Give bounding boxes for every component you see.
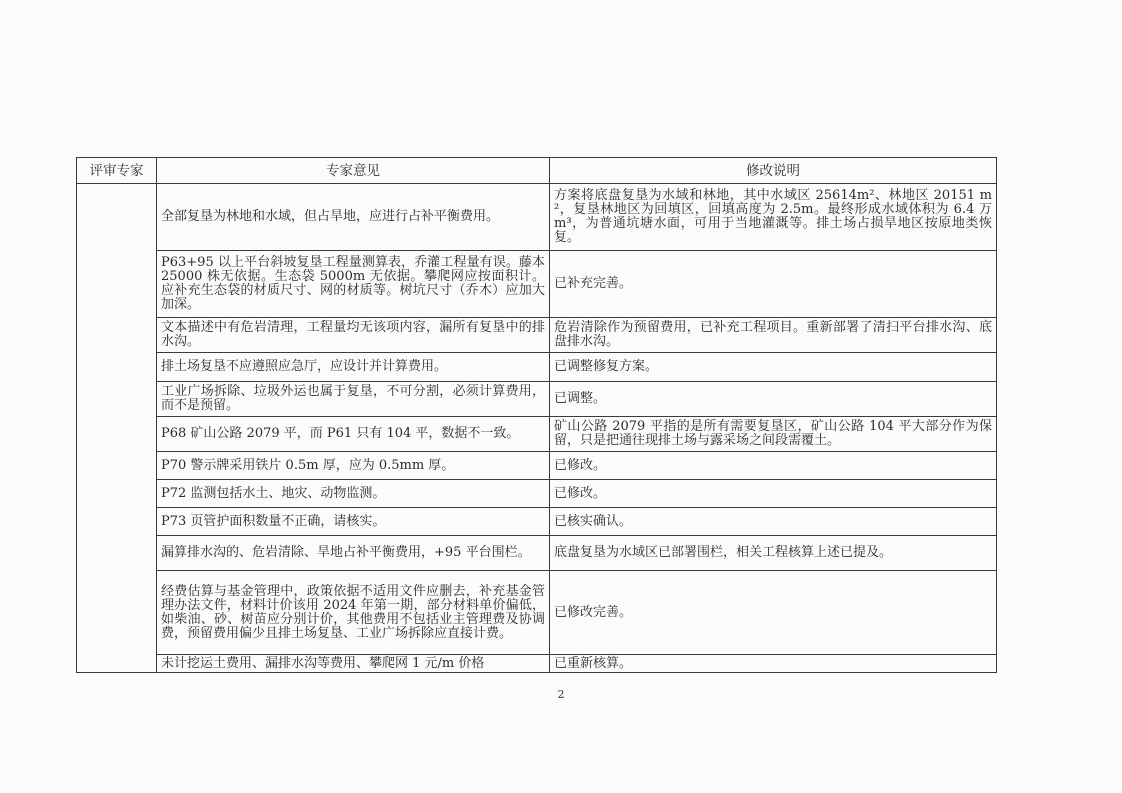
opinion-cell [157,571,550,655]
revision-text: 已调整。 [554,391,607,406]
table-row [77,571,997,655]
revision-text: 已修改。 [554,485,607,501]
expert-cell [77,184,157,673]
opinion-cell [157,382,550,417]
opinion-text: 工业广场拆除、垃圾外运也属于复垦，不可分割，必须计算费用，而不是预留。 [161,384,545,413]
table-row [77,452,997,480]
opinion-text: P68 矿山公路 2079 平，而 P61 只有 104 平，数据不一致。 [161,426,520,441]
table-row [77,655,997,673]
opinion-cell [157,480,550,508]
table-header-row [77,158,997,184]
table-row [77,382,997,417]
opinion-text: P72 监测包括水土、地灾、动物监测。 [161,485,386,501]
revision-cell [550,536,997,571]
opinion-cell [157,251,550,318]
opinion-text: 未计挖运土费用、漏排水沟等费用、攀爬网 1 元/m 价格 [161,655,485,671]
opinion-text: 全部复垦为林地和水域，但占旱地，应进行占补平衡费用。 [161,209,500,224]
opinion-cell [157,508,550,536]
page-number: 2 [557,688,565,701]
revision-text: 已重新核算。 [554,655,633,671]
revision-cell [550,251,997,318]
revision-cell [550,318,997,353]
opinion-text: 文本描述中有危岩清理，工程量均无该项内容，漏所有复垦中的排水沟。 [161,320,545,349]
revision-cell [550,184,997,251]
opinion-cell [157,417,550,452]
revision-cell [550,655,997,673]
opinion-cell [157,452,550,480]
header-revision: 修改说明 [550,158,997,184]
revision-text: 危岩清除作为预留费用，已补充工程项目。重新部署了清扫平台排水沟、底盘排水沟。 [554,320,992,349]
revision-text: 已核实确认。 [554,513,633,529]
revision-text: 已修改完善。 [554,604,633,620]
opinion-text: P73 页管护面积数量不正确，请核实。 [161,513,386,529]
header-opinion: 专家意见 [157,158,550,184]
table-row [77,184,997,251]
revision-cell [550,452,997,480]
opinion-cell [157,318,550,353]
opinion-cell [157,536,550,571]
opinion-text: 经费估算与基金管理中，政策依据不适用文件应删去，补充基金管理办法文件，材料计价该用 2024 年第一期，部分材料单价偏低，如柴油、砂、树苗应分别计价，其他费用不包括业主管理费及协调费，预留费用偏少且排土场复垦、工业广场拆除应直接计费。 [161,583,545,641]
revision-text: 矿山公路 2079 平指的是所有需要复垦区，矿山公路 104 平大部分作为保留，只是把通往现排土场与露采场之间段需覆土。 [554,419,992,448]
expert-review-table [76,157,997,673]
revision-cell [550,571,997,655]
opinion-cell [157,184,550,251]
revision-cell [550,417,997,452]
revision-cell [550,353,997,382]
table-row [77,417,997,452]
revision-text: 已调整修复方案。 [554,359,659,374]
table-row [77,318,997,353]
table-row [77,251,997,318]
table-row [77,480,997,508]
revision-cell [550,382,997,417]
opinion-text: 漏算排水沟的、危岩清除、旱地占补平衡费用，+95 平台围栏。 [161,545,531,560]
opinion-text: P63+95 以上平台斜坡复垦工程量测算表，乔灌工程量有误。藤本 25000 株无依据。生态袋 5000m 无依据。攀爬网应按面积计。应补充生态袋的材质尺寸、网的材质等。树坑尺寸（乔木）应加大加深。 [161,255,545,312]
header-expert: 评审专家 [77,158,157,184]
opinion-text: P70 警示牌采用铁片 0.5m 厚，应为 0.5mm 厚。 [161,457,455,473]
revision-text: 已修改。 [554,457,607,473]
opinion-cell [157,655,550,673]
revision-text: 已补充完善。 [554,276,633,291]
table-row [77,508,997,536]
opinion-cell [157,353,550,382]
revision-text: 底盘复垦为水域区已部署围栏，相关工程核算上述已提及。 [554,545,893,560]
opinion-text: 排土场复垦不应遵照应急厅，应设计并计算费用。 [161,359,448,374]
revision-cell [550,480,997,508]
table-row [77,353,997,382]
revision-text: 方案将底盘复垦为水域和林地，其中水域区 25614m²、林地区 20151 m²，复垦林地区为回填区，回填高度为 2.5m。最终形成水域体积为 6.4 万 m³，为普通坑塘水面，可用于当地灌溉等。排土场占损旱地区按原地类恢复。 [554,188,992,245]
revision-cell [550,508,997,536]
table-row [77,536,997,571]
